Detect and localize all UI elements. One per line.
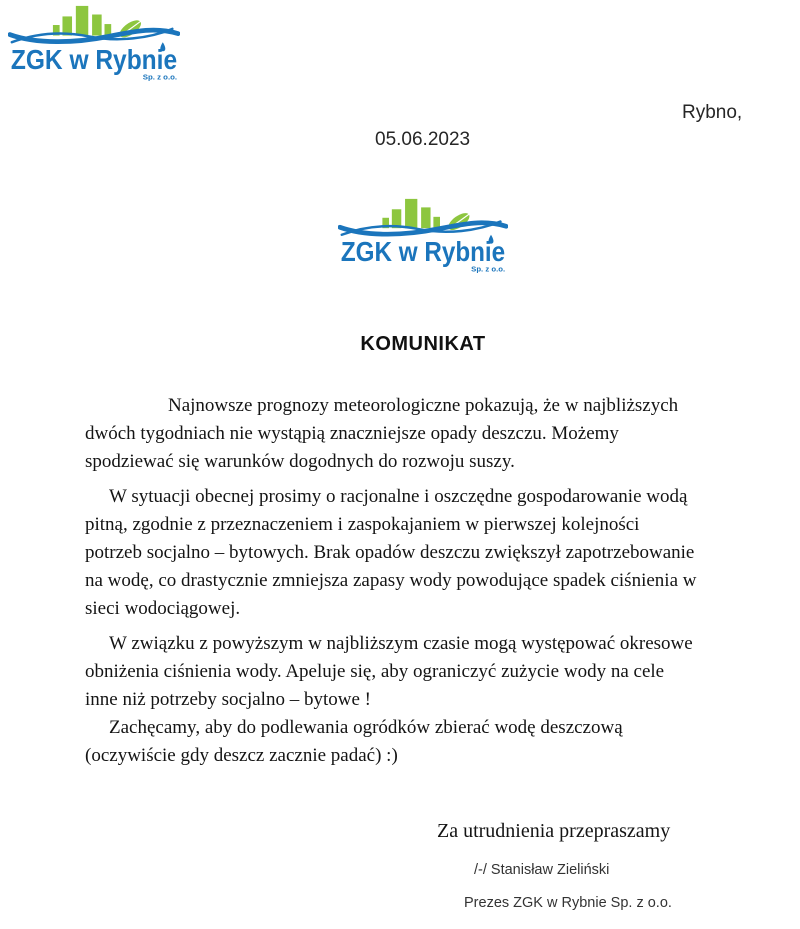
text-line: dwóch tygodniach nie wystąpią znaczniejsze opady deszczu. Możemy [85,423,619,444]
date-line: 05.06.2023 [375,129,471,150]
text-line: pitną, zgodnie z przeznaczeniem i zaspokajaniem w pierwszej kolejności [85,514,640,535]
place-line: Rybno, [682,102,743,123]
text-line: Zachęcamy, aby do podlewania ogródków zbierać wodę deszczową [109,717,623,738]
skyline-bars-icon [53,6,111,36]
text-line: spodziewać się warunków dogodnych do rozwoju suszy. [85,451,515,472]
text-line: (oczywiście gdy deszcz zacznie padać) :) [85,745,398,766]
text-line: inne niż potrzeby socjalno – bytowe ! [85,689,371,710]
page-title: KOMUNIKAT [360,333,486,355]
text-line: obniżenia ciśnienia wody. Apeluje się, aby ograniczyć zużycie wody na cele [85,661,665,682]
text-line: W związku z powyższym w najbliższym czasie mogą występować okresowe [109,633,693,654]
document-body [85,392,775,770]
logo-subtitle: Sp. z o.o. [471,264,506,274]
logo-subtitle: Sp. z o.o. [142,72,178,82]
paragraph-pressure-warning [85,630,775,714]
text-line: sieci wodociągowej. [85,598,241,619]
text-line: W sytuacji obecnej prosimy o racjonalne i oszczędne gospodarowanie wodą [109,486,688,507]
text-line: Najnowsze prognozy meteorologiczne pokazują, że w najbliższych [168,395,679,416]
company-logo-centered [338,197,508,274]
logo-wordmark: ZGK w Rybnie [10,43,178,75]
text-line: na wodę, co drastycznie zmniejsza zapasy wody powodujące spadek ciśnienia w [85,570,697,591]
paragraph-rainwater-tip [85,714,775,770]
skyline-bars-icon [382,199,440,228]
company-logo-graphic [338,197,508,274]
logo-wordmark: ZGK w Rybnie [340,236,506,268]
company-logo [8,4,180,82]
company-logo-graphic [8,4,180,82]
signature-title-line: Prezes ZGK w Rybnie Sp. z o.o. [464,895,672,911]
paragraph-request [85,483,775,623]
text-line: potrzeb socjalno – bytowych. Brak opadów deszczu zwiększył zapotrzebowanie [85,542,695,563]
signature-line: /-/ Stanisław Zieliński [474,862,610,878]
paragraph-forecast [85,392,775,476]
apology-line: Za utrudnienia przepraszamy [437,820,671,842]
